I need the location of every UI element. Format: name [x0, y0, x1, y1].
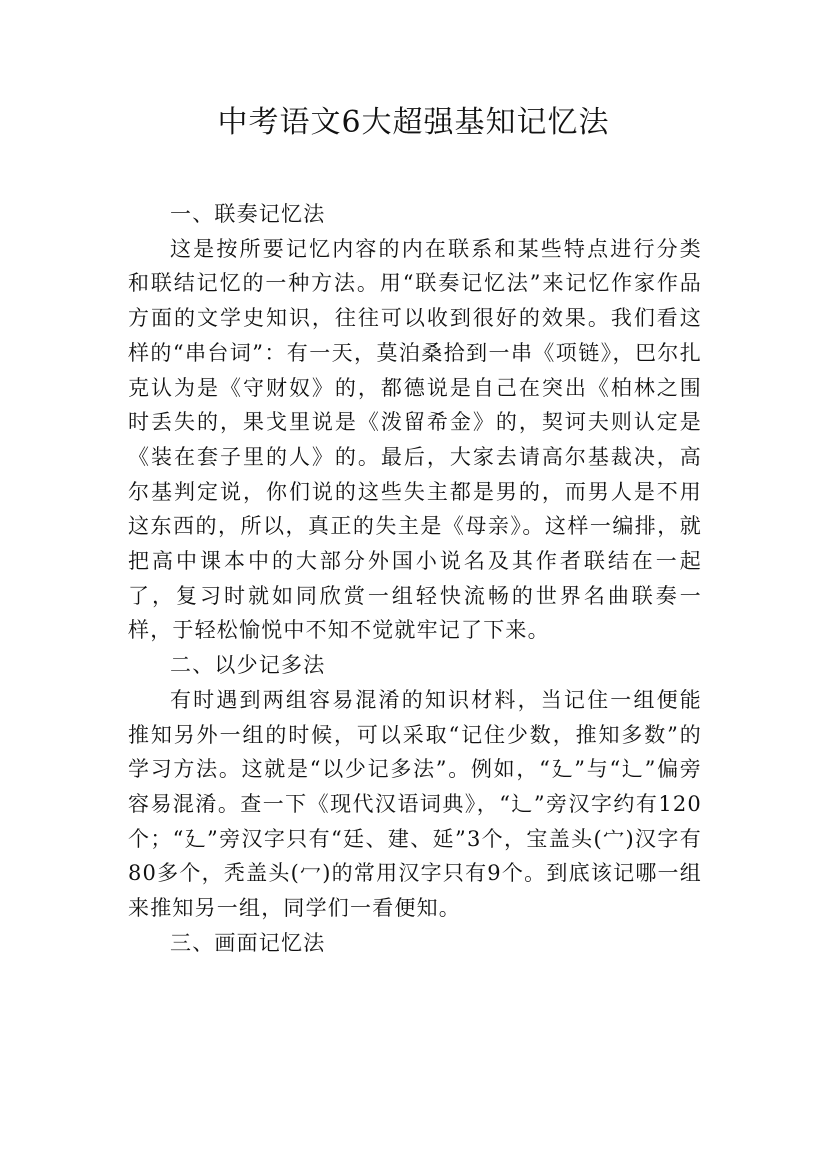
- section-heading-2: 二、以少记多法: [170, 653, 326, 678]
- document-body: [128, 197, 702, 960]
- section-heading-1: 一、联奏记忆法: [170, 202, 326, 226]
- section-paragraph-2: 有时遇到两组容易混淆的知识材料，当记住一组便能推知另外一组的时候，可以采取“记住少数，推知多数”的学习方法。这就是“以少记多法”。例如，“廴”与“辶”偏旁容易混淆。查一下《现代汉语词典》，“辶”旁汉字约有120个；“廴”旁汉字只有“廷、建、延”3个，宝盖头(宀)汉字有80多个，秃盖头(冖)的常用汉字只有9个。到底该记哪一组来推知另一组，同学们一看便知。: [128, 687, 702, 921]
- section-heading-3: 三、画面记忆法: [170, 930, 326, 955]
- section-paragraph-1: 这是按所要记忆内容的内在联系和某些特点进行分类和联结记忆的一种方法。用“联奏记忆法”来记忆作家作品方面的文学史知识，往往可以收到很好的效果。我们看这样的“串台词”：有一天，莫泊桑拾到一串《项链》，巴尔扎克认为是《守财奴》的，都德说是自己在突出《柏林之围时丢失的，果戈里说是《泼留希金》的，契诃夫则认定是《装在套子里的人》的。最后，大家去请高尔基裁决，高尔基判定说，你们说的这些失主都是男的，而男人是不用这东西的，所以，真正的失主是《母亲》。这样一编排，就把高中课本中的大部分外国小说名及其作者联结在一起了，复习时就如同欣赏一组轻快流畅的世界名曲联奏一样，于轻松愉悦中不知不觉就牢记了下来。: [128, 236, 702, 643]
- document-title: 中考语文6大超强基知记忆法: [217, 105, 610, 140]
